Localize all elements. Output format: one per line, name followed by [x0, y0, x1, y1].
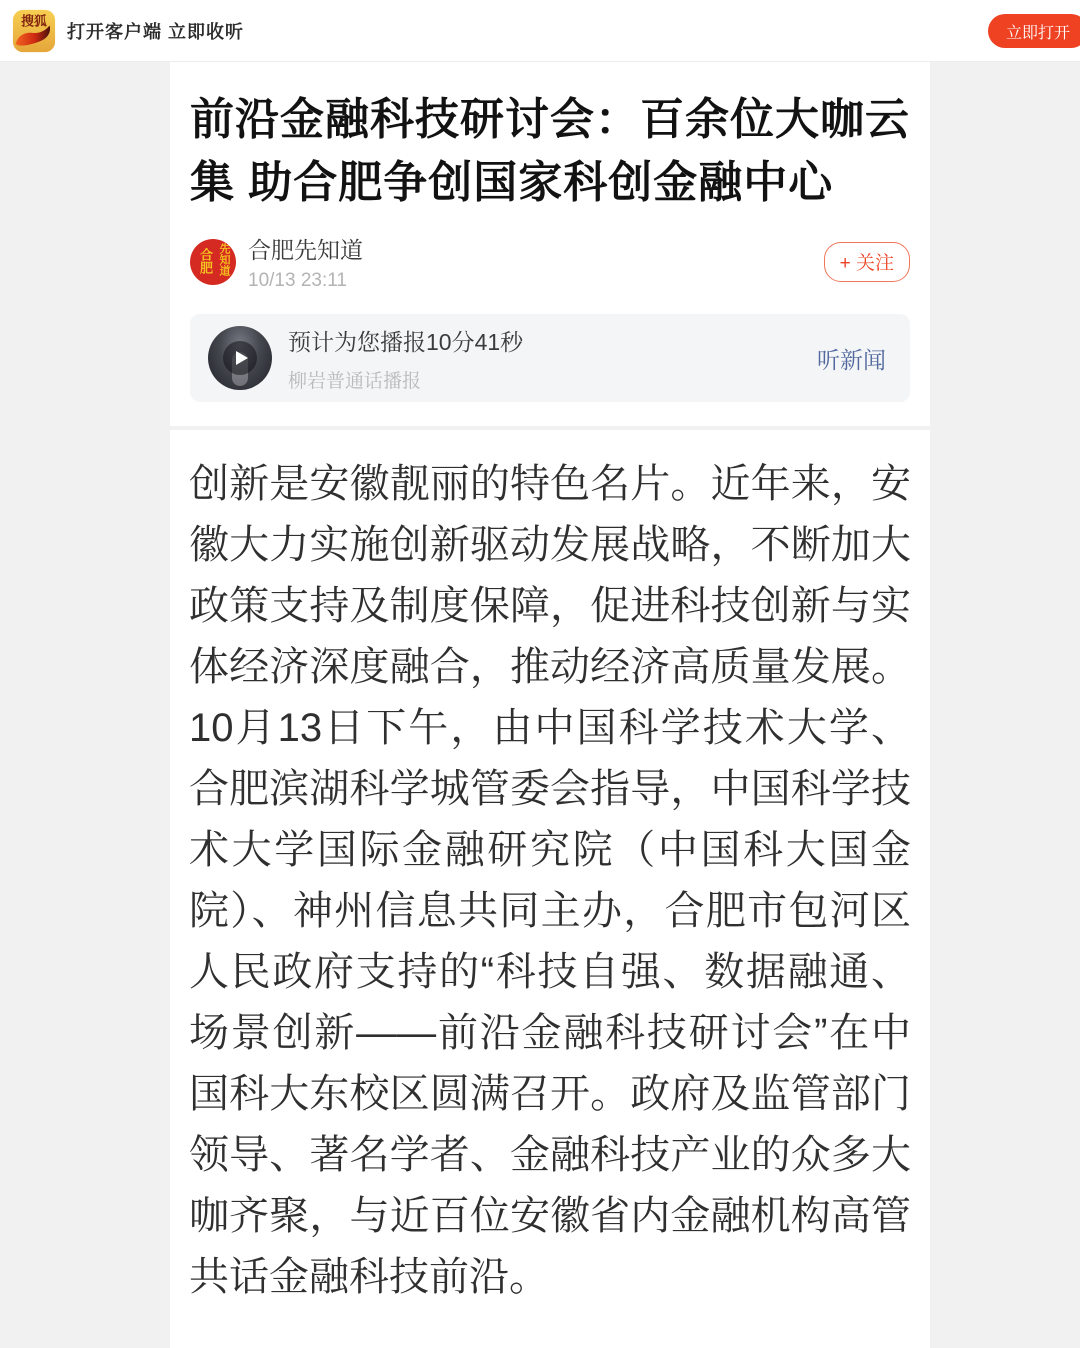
open-app-button[interactable]: 立即打开	[988, 14, 1080, 48]
follow-button[interactable]: + 关注	[824, 242, 910, 282]
play-button[interactable]	[223, 341, 257, 375]
author-avatar-text: 合肥	[198, 248, 213, 274]
audio-meta	[288, 324, 523, 393]
audio-player-bar	[190, 314, 910, 402]
article-header-card	[170, 62, 930, 426]
topbar-promo-text: 打开客户端 立即收听	[67, 21, 245, 42]
audio-narrator-avatar[interactable]	[208, 326, 272, 390]
author-avatar-text: 先知道	[218, 243, 230, 276]
listen-news-button[interactable]: 听新闻	[817, 346, 886, 373]
author-meta	[248, 232, 363, 292]
article-page	[170, 62, 930, 1348]
topbar	[0, 0, 1080, 62]
publish-timestamp: 10/13 23:11	[248, 270, 347, 291]
article-body-text: 创新是安徽靓丽的特色名片。近年来，安徽大力实施创新驱动发展战略，不断加大政策支持及制度保障，促进科技创新与实体经济深度融合，推动经济高质量发展。10月13日下午，由中国科学技术大学、合肥滨湖科学城管委会指导，中国科学技术大学国际金融研究院（中国科大国金院）、神州信息共同主办，合肥市包河区人民政府支持的“科技自强、数据融通、场景创新——前沿金融科技研讨会”在中国科大东校区圆满召开。政府及监管部门领导、著名学者、金融科技产业的众多大咖齐聚，与近百位安徽省内金融机构高管共话金融科技前沿。	[189, 462, 911, 1299]
author-name[interactable]: 合肥先知道	[248, 237, 363, 263]
audio-duration-text: 预计为您播报10分41秒	[288, 328, 524, 355]
svg-text:搜狐: 搜狐	[21, 14, 47, 28]
sohu-logo-icon[interactable]	[12, 9, 56, 53]
audio-voice-text: 柳岩普通话播报	[288, 370, 422, 392]
article-title: 前沿金融科技研讨会：百余位大咖云集 助合肥争创国家科创金融中心	[190, 95, 910, 207]
play-icon	[236, 351, 248, 365]
article-body-card	[170, 430, 930, 1348]
author-avatar[interactable]	[190, 239, 236, 285]
author-row	[190, 232, 910, 292]
